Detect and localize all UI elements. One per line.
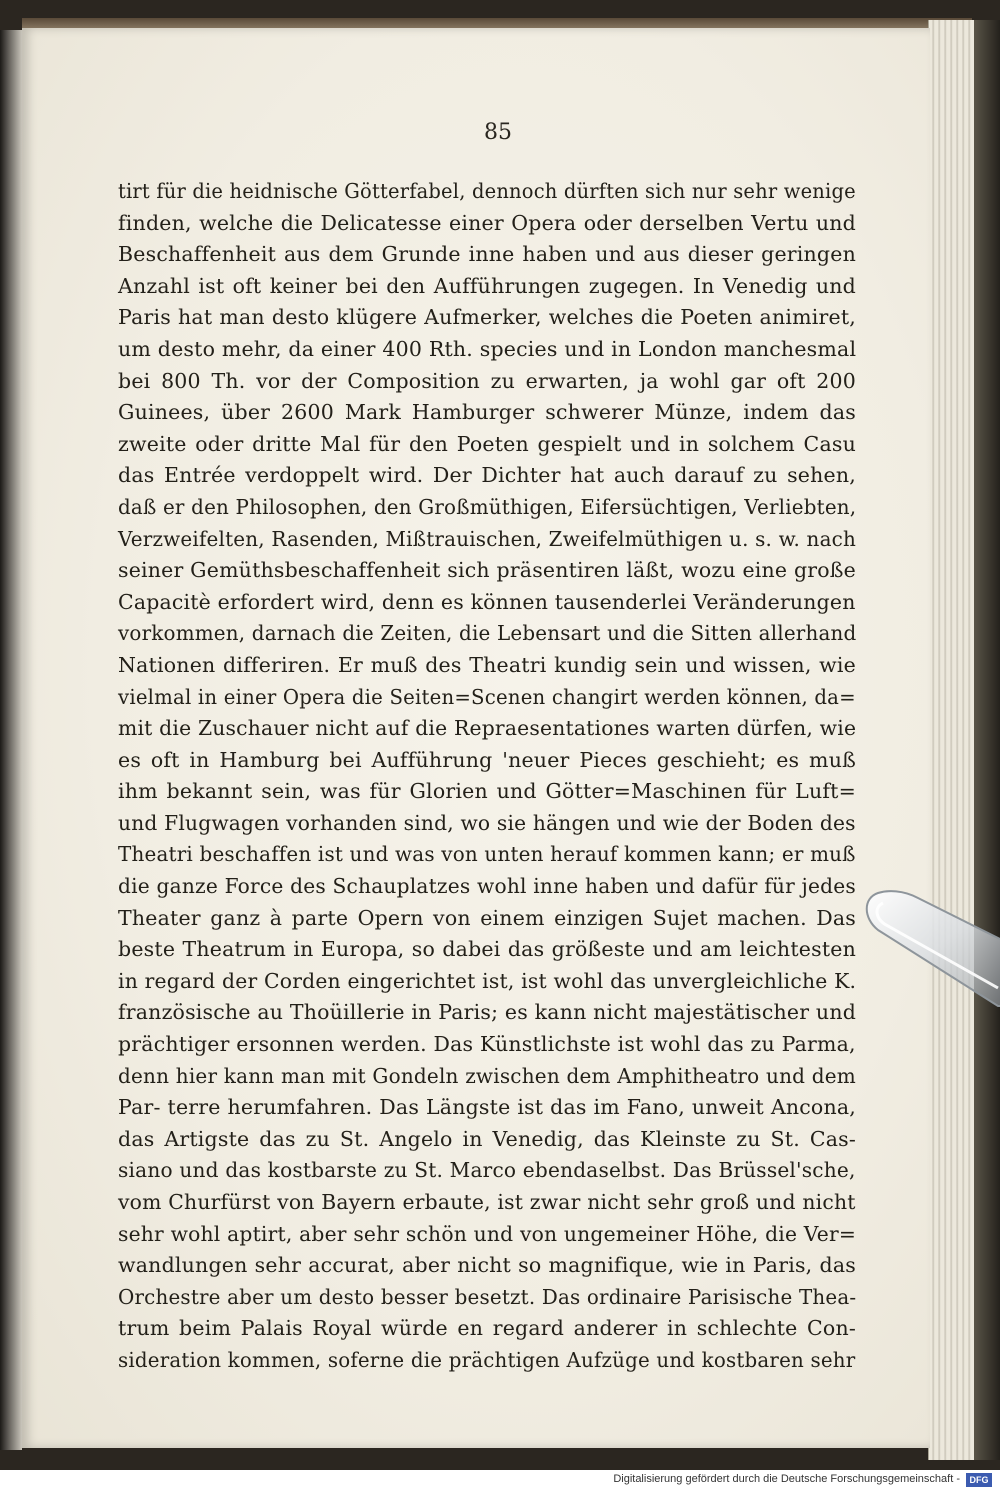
text-line: Par- terre herumfahren. Das Längste ist das im Fano, unweit Ancona, bbox=[118, 1095, 856, 1120]
text-line: Beschaffenheit aus dem Grunde inne haben und aus dieser geringen bbox=[118, 242, 856, 267]
text-line: Capacitè erfordert wird, denn es können tausenderlei Veränderungen bbox=[118, 589, 856, 614]
text-line: tirt für die heidnische Götterfabel, dennoch dürften sich nur sehr wenige bbox=[118, 179, 856, 203]
text-line: finden, welche die Delicatesse einer Opera oder derselben Vertu und bbox=[118, 210, 856, 235]
text-line: Theater ganz à parte Opern von einem einzigen Sujet machen. Das bbox=[118, 905, 856, 930]
text-line: das Artigste das zu St. Angelo in Venedig, das Kleinste zu St. Cas- bbox=[118, 1126, 856, 1151]
text-line: Nationen differiren. Er muß des Theatri kundig sein und wissen, wie bbox=[118, 652, 856, 677]
text-line: Paris hat man desto klügere Aufmerker, welches die Poeten animiret, bbox=[118, 305, 856, 330]
text-line: es oft in Hamburg bei Aufführung 'neuer Pieces geschieht; es muß bbox=[118, 747, 856, 772]
book-page bbox=[22, 28, 930, 1448]
text-line: zweite oder dritte Mal für den Poeten gespielt und in solchem Casu bbox=[118, 431, 856, 456]
text-line: Anzahl ist oft keiner bei den Aufführungen zugegen. In Venedig und bbox=[118, 273, 856, 298]
text-line: das Entrée verdoppelt wird. Der Dichter hat auch darauf zu sehen, bbox=[118, 463, 856, 488]
book-cover-edge bbox=[974, 20, 1000, 1460]
text-line: trum beim Palais Royal würde en regard anderer in schlechte Con- bbox=[118, 1316, 856, 1341]
text-line: Theatri beschaffen ist und was von unten herauf kommen kann; er muß bbox=[118, 842, 856, 867]
text-line: in regard der Corden eingerichtet ist, ist wohl das unvergleichliche K. bbox=[118, 968, 857, 993]
text-line: Orchestre aber um desto besser besetzt. Das ordinaire Parisische Thea- bbox=[118, 1284, 857, 1309]
text-line: siano und das kostbarste zu St. Marco ebendaselbst. Das Brüssel'sche, bbox=[118, 1158, 856, 1183]
page-stack-edge bbox=[928, 20, 975, 1460]
text-line: Verzweifelten, Rasenden, Mißtrauischen, Zweifelmüthigen u. s. w. nach bbox=[118, 526, 857, 551]
text-line: seiner Gemüthsbeschaffenheit sich präsentiren läßt, wozu eine große bbox=[118, 558, 856, 583]
text-line: vielmal in einer Opera die Seiten=Scenen changirt werden können, da= bbox=[118, 684, 856, 709]
text-line: mit die Zuschauer nicht auf die Repraesentationes warten dürfen, wie bbox=[118, 716, 857, 741]
text-line: die ganze Force des Schauplatzes wohl inne haben und dafür für jedes bbox=[118, 874, 856, 899]
text-line: bei 800 Th. vor der Composition zu erwarten, ja wohl gar oft 200 bbox=[118, 368, 856, 393]
text-line: prächtiger ersonnen werden. Das Künstlichste ist wohl das zu Parma, bbox=[118, 1032, 856, 1057]
text-line: sehr wohl aptirt, aber sehr schön und von ungemeiner Höhe, die Ver= bbox=[118, 1221, 857, 1246]
text-line: vom Churfürst von Bayern erbaute, ist zwar nicht sehr groß und nicht bbox=[118, 1190, 856, 1214]
text-line: und Flugwagen vorhanden sind, wo sie hängen und wie der Boden des bbox=[118, 810, 856, 835]
book-gutter-left bbox=[0, 30, 22, 1450]
text-line: französische au Thoüillerie in Paris; es kann nicht majestätischer und bbox=[118, 1000, 857, 1025]
page-number: 85 bbox=[484, 120, 512, 145]
text-line: um desto mehr, da einer 400 Rth. species und in London manchesmal bbox=[118, 336, 857, 361]
text-line: ihm bekannt sein, was für Glorien und Götter=Maschinen für Luft= bbox=[118, 779, 856, 804]
text-line: vorkommen, darnach die Zeiten, die Lebensart und die Sitten allerhand bbox=[118, 621, 857, 646]
body-text bbox=[118, 176, 856, 1377]
text-line: beste Theatrum in Europa, so dabei das größeste und am leichtesten bbox=[118, 937, 856, 962]
text-line: Guinees, über 2600 Mark Hamburger schwerer Münze, indem das bbox=[118, 400, 856, 425]
text-line: wandlungen sehr accurat, aber nicht so magnifique, wie in Paris, das bbox=[118, 1253, 856, 1278]
digitization-credit: Digitalisierung gefördert durch die Deutsche Forschungsgemeinschaft - bbox=[613, 1473, 960, 1485]
text-line: sideration kommen, soferne die prächtigen Aufzüge und kostbaren sehr bbox=[118, 1347, 856, 1372]
dfg-logo: DFG bbox=[966, 1473, 992, 1487]
text-line: daß er den Philosophen, den Großmüthigen, Eifersüchtigen, Verliebten, bbox=[118, 494, 857, 519]
text-line: denn hier kann man mit Gondeln zwischen dem Amphitheatro und dem bbox=[118, 1063, 856, 1088]
footer-bar bbox=[0, 1470, 1000, 1491]
